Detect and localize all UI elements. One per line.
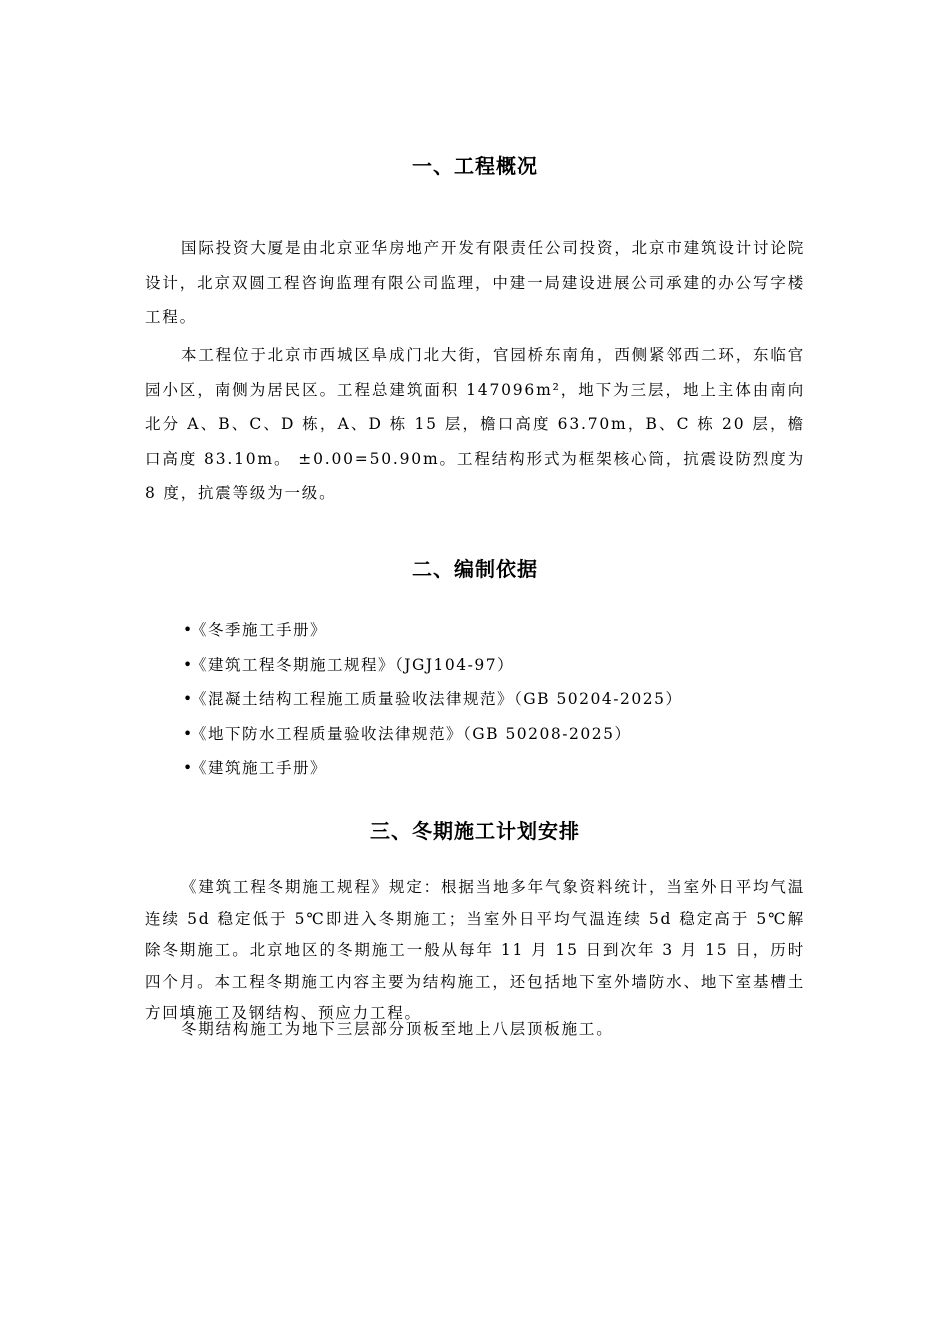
section-heading-project-overview: 一、工程概况 (412, 154, 538, 178)
reference-item: •《建筑工程冬期施工规程》（JGJ104-97） (183, 648, 682, 683)
reference-item: •《冬季施工手册》 (183, 613, 682, 648)
bullet-icon: • (183, 690, 194, 708)
section-heading-compilation-basis: 二、编制依据 (412, 557, 538, 581)
bullet-icon: • (183, 759, 194, 777)
paragraph-overview-1: 国际投资大厦是由北京亚华房地产开发有限责任公司投资，北京市建筑设计讨论院设计，北京双圆工程咨询监理有限公司监理，中建一局建设进展公司承建的办公写字楼工程。 (145, 239, 805, 326)
section-heading-winter-construction-plan: 三、冬期施工计划安排 (370, 819, 580, 843)
paragraph-winter-plan-2: 冬期结构施工为地下三层部分顶板至地上八层顶板施工。 (181, 1020, 614, 1038)
reference-item: •《地下防水工程质量验收法律规范》（GB 50208-2025） (183, 717, 682, 752)
paragraph-winter-plan-1: 《建筑工程冬期施工规程》规定：根据当地多年气象资料统计，当室外日平均气温连续 5d 稳定低于 5℃即进入冬期施工；当室外日平均气温连续 5d 稳定高于 5℃解除冬期施工。北京地区的冬期施工一般从每年 11 月 15 日到次年 3 月 15 日，历时四个月。本工程冬期施工内容主要为结构施工，还包括地下室外墙防水、地下室基槽土方回填施工及钢结构、预应力工程。 (145, 878, 805, 1022)
reference-item: •《建筑施工手册》 (183, 751, 682, 786)
bullet-icon: • (183, 724, 194, 743)
reference-list (183, 613, 682, 786)
bullet-icon: • (183, 621, 194, 639)
reference-item: •《混凝土结构工程施工质量验收法律规范》（GB 50204-2025） (183, 682, 682, 717)
bullet-icon: • (183, 655, 194, 674)
paragraph-overview-2: 本工程位于北京市西城区阜成门北大街，官园桥东南角，西侧紧邻西二环，东临官园小区，南侧为居民区。工程总建筑面积 147096m²，地下为三层，地上主体由南向北分 A、B、C、D 栋，A、D 栋 15 层，檐口高度 63.70m，B、C 栋 20 层，檐口高度 83.10m。 ±0.00=50.90m。工程结构形式为框架核心筒，抗震设防烈度为 8 度，抗震等级为一级。 (145, 346, 805, 502)
